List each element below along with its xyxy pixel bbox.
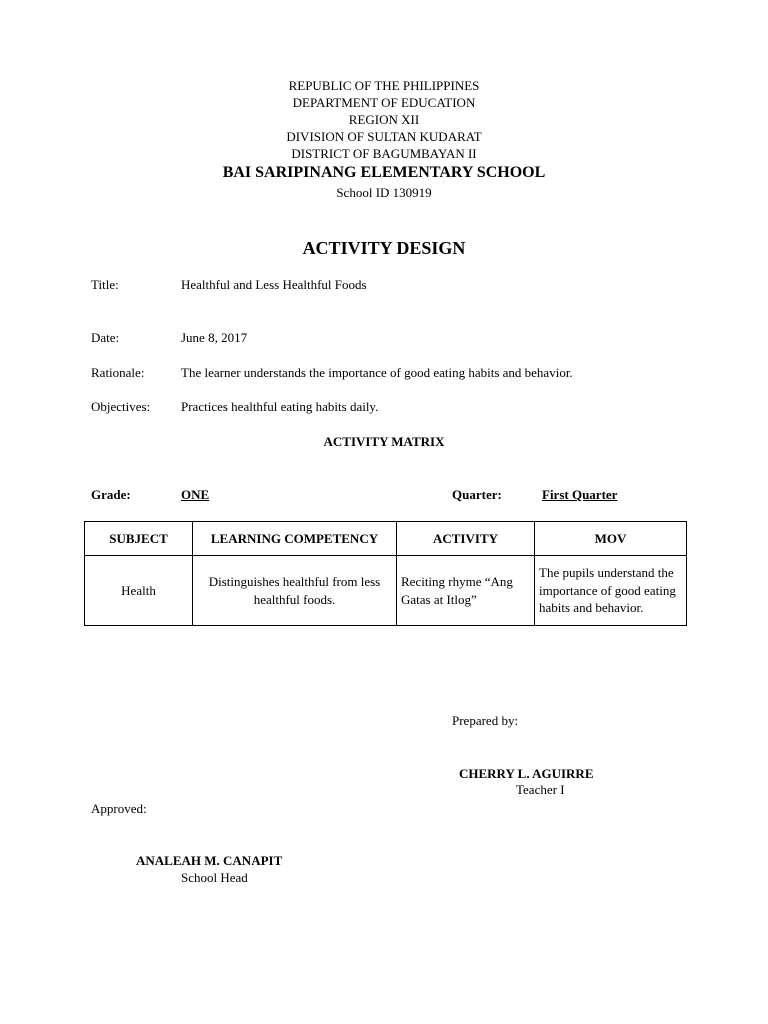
- header-division: DIVISION OF SULTAN KUDARAT: [286, 129, 482, 144]
- approved-position: School Head: [181, 870, 248, 885]
- document-title: ACTIVITY DESIGN: [302, 238, 466, 258]
- table-header-row: [85, 522, 687, 556]
- cell-subject: Health: [85, 556, 193, 626]
- header-republic: REPUBLIC OF THE PHILIPPINES: [288, 78, 480, 93]
- date-label: Date:: [91, 330, 120, 345]
- quarter-label: Quarter:: [452, 487, 502, 502]
- prepared-by-name: CHERRY L. AGUIRRE: [459, 766, 594, 781]
- title-label: Title:: [91, 277, 119, 292]
- activity-matrix-table: [84, 521, 687, 626]
- table-row: [85, 556, 687, 626]
- column-header-subject: SUBJECT: [85, 522, 193, 556]
- column-header-learning-competency: LEARNING COMPETENCY: [193, 522, 397, 556]
- school-name: BAI SARIPINANG ELEMENTARY SCHOOL: [222, 164, 546, 181]
- cell-competency: Distinguishes healthful from less healthful foods.: [193, 556, 397, 626]
- rationale-value: The learner understands the importance of good eating habits and behavior.: [181, 365, 573, 380]
- date-value: June 8, 2017: [181, 330, 248, 345]
- cell-activity: Reciting rhyme “Ang Gatas at Itlog”: [397, 556, 535, 626]
- cell-mov: The pupils understand the importance of good eating habits and behavior.: [535, 556, 687, 626]
- matrix-title: ACTIVITY MATRIX: [323, 434, 445, 449]
- column-header-activity: ACTIVITY: [397, 522, 535, 556]
- objectives-value: Practices healthful eating habits daily.: [181, 399, 379, 414]
- header-district: DISTRICT OF BAGUMBAYAN II: [291, 146, 477, 161]
- grade-value: ONE: [181, 487, 210, 502]
- prepared-by-label: Prepared by:: [452, 713, 519, 728]
- approved-label: Approved:: [91, 801, 147, 816]
- objectives-label: Objectives:: [91, 399, 151, 414]
- rationale-label: Rationale:: [91, 365, 145, 380]
- title-value: Healthful and Less Healthful Foods: [181, 277, 367, 292]
- column-header-mov: MOV: [535, 522, 687, 556]
- school-id: School ID 130919: [336, 185, 432, 200]
- quarter-value: First Quarter: [542, 487, 618, 502]
- prepared-by-position: Teacher I: [516, 782, 565, 797]
- header-region: REGION XII: [348, 112, 420, 127]
- approved-name: ANALEAH M. CANAPIT: [136, 853, 283, 868]
- grade-label: Grade:: [91, 487, 131, 502]
- header-department: DEPARTMENT OF EDUCATION: [292, 95, 476, 110]
